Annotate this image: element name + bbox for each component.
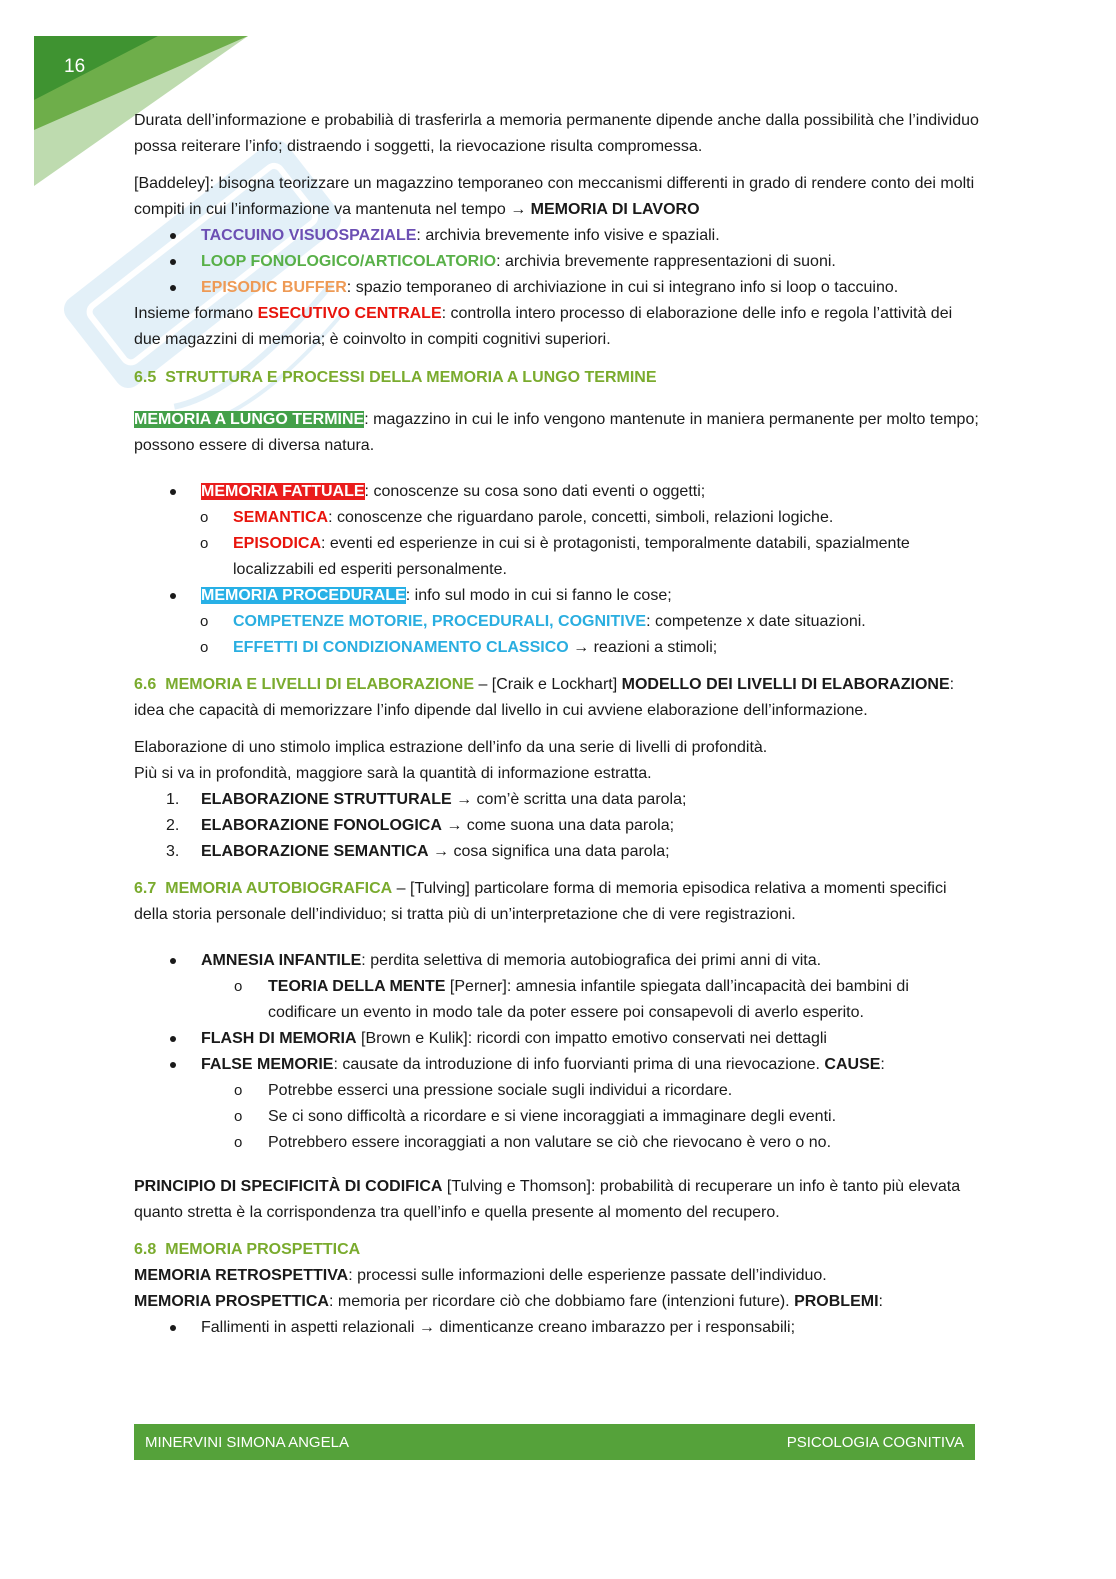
paragraph-principio: PRINCIPIO DI SPECIFICITÀ DI CODIFICA [Tulving e Thomson]: probabilità di recuperare un info è tanto più elevata quanto stretta è la corrispondenza tra quell’info e quella presente al momento del recupero.: [134, 1178, 961, 1221]
footer-subject: PSICOLOGIA COGNITIVA: [786, 1433, 964, 1451]
long-term-memory-list: [134, 479, 979, 661]
sub-list-item: o TEORIA DELLA MENTE [Perner]: amnesia infantile spiegata dall’incapacità dei bambini di codificare un evento in modo tale da poter essere poi consapevoli di averlo esperito.: [134, 974, 979, 1026]
autobiographical-list: [134, 948, 979, 1156]
section-heading-6-5: 6.5 STRUTTURA E PROCESSI DELLA MEMORIA A LUNGO TERMINE: [134, 369, 657, 386]
paragraph-elaborazione-2: Più si va in profondità, maggiore sarà la quantità di informazione estratta.: [134, 765, 652, 782]
paragraph-elaborazione-1: Elaborazione di uno stimolo implica estrazione dell’info da una serie di livelli di profondità.: [134, 739, 768, 756]
list-item: MEMORIA FATTUALE: conoscenze su cosa sono dati eventi o oggetti;: [134, 479, 979, 505]
working-memory-list: [134, 223, 979, 301]
paragraph-baddeley: [Baddeley]: bisogna teorizzare un magazzino temporaneo con meccanismi differenti in grado di rendere conto dei molti compiti in cui l’informazione va mantenuta nel tempo → MEMORIA DI LAVORO: [134, 175, 975, 218]
paragraph-prospettica: MEMORIA PROSPETTICA: memoria per ricordare ciò che dobbiamo fare (intenzioni future). PROBLEMI:: [134, 1293, 883, 1310]
list-item: AMNESIA INFANTILE: perdita selettiva di memoria autobiografica dei primi anni di vita.: [134, 948, 979, 974]
sub-list-item: o EPISODICA: eventi ed esperienze in cui si è protagonisti, temporalmente databili, spazialmente localizzabili ed esperiti personalmente.: [134, 531, 979, 583]
list-item: FLASH DI MEMORIA [Brown e Kulik]: ricordi con impatto emotivo conservati nei dettagli: [134, 1026, 979, 1052]
sub-list-item: o EFFETTI DI CONDIZIONAMENTO CLASSICO → reazioni a stimoli;: [134, 635, 979, 661]
list-item: Fallimenti in aspetti relazionali → dimenticanze creano imbarazzo per i responsabili;: [134, 1315, 979, 1341]
sub-list-item: o Se ci sono difficoltà a ricordare e si viene incoraggiati a immaginare degli eventi.: [134, 1104, 979, 1130]
list-item: EPISODIC BUFFER: spazio temporaneo di archiviazione in cui si integrano info si loop o taccuino.: [134, 275, 979, 301]
list-item: FALSE MEMORIE: causate da introduzione di info fuorvianti prima di una rievocazione. CAUSE:: [134, 1052, 979, 1078]
section-heading-6-6: 6.6 MEMORIA E LIVELLI DI ELABORAZIONE – [Craik e Lockhart] MODELLO DEI LIVELLI DI ELABORAZIONE: idea che capacità di memorizzare l’info dipende dal livello in cui avviene elaborazione dell’informazione.: [134, 676, 955, 719]
sub-list-item: o Potrebbe esserci una pressione sociale sugli individui a ricordare.: [134, 1078, 979, 1104]
section-heading-6-7: 6.7 MEMORIA AUTOBIOGRAFICA – [Tulving] particolare forma di memoria episodica relativa a momenti specifici della storia personale dell’individuo; si tratta più di un’interpretazione che di vere registrazioni.: [134, 880, 947, 923]
problems-list: [134, 1315, 979, 1341]
document-body: [134, 108, 979, 1341]
list-item: 2. ELABORAZIONE FONOLOGICA → come suona una data parola;: [166, 817, 675, 834]
footer-author: MINERVINI SIMONA ANGELA: [145, 1433, 349, 1451]
paragraph-durata: Durata dell’informazione e probabilià di trasferirla a memoria permanente dipende anche dalla possibilità che l’individuo possa reiterare l’info; distraendo i soggetti, la rievocazione risulta compromessa.: [134, 112, 979, 155]
paragraph-retrospettiva: MEMORIA RETROSPETTIVA: processi sulle informazioni delle esperienze passate dell’individuo.: [134, 1267, 827, 1284]
list-item: 3. ELABORAZIONE SEMANTICA → cosa significa una data parola;: [166, 843, 670, 860]
paragraph-mlt: MEMORIA A LUNGO TERMINE: magazzino in cui le info vengono mantenute in maniera permanente per molto tempo; possono essere di diversa natura.: [134, 411, 979, 454]
paragraph-esecutivo: Insieme formano ESECUTIVO CENTRALE: controlla intero processo di elaborazione delle info e regola l’attività dei due magazzini di memoria; è coinvolto in compiti cognitivi superiori.: [134, 305, 953, 348]
sub-list-item: o COMPETENZE MOTORIE, PROCEDURALI, COGNITIVE: competenze x date situazioni.: [134, 609, 979, 635]
page-number: 16: [64, 56, 86, 77]
page-footer: [134, 1424, 975, 1460]
list-item: LOOP FONOLOGICO/ARTICOLATORIO: archivia brevemente rappresentazioni di suoni.: [134, 249, 979, 275]
list-item: 1. ELABORAZIONE STRUTTURALE → com’è scritta una data parola;: [166, 791, 687, 808]
levels-list: [134, 787, 979, 865]
sub-list-item: o Potrebbero essere incoraggiati a non valutare se ciò che rievocano è vero o no.: [134, 1130, 979, 1156]
section-heading-6-8: 6.8 MEMORIA PROSPETTICA: [134, 1241, 361, 1258]
list-item: TACCUINO VISUOSPAZIALE: archivia brevemente info visive e spaziali.: [134, 223, 979, 249]
list-item: MEMORIA PROCEDURALE: info sul modo in cui si fanno le cose;: [134, 583, 979, 609]
sub-list-item: o SEMANTICA: conoscenze che riguardano parole, concetti, simboli, relazioni logiche.: [134, 505, 979, 531]
